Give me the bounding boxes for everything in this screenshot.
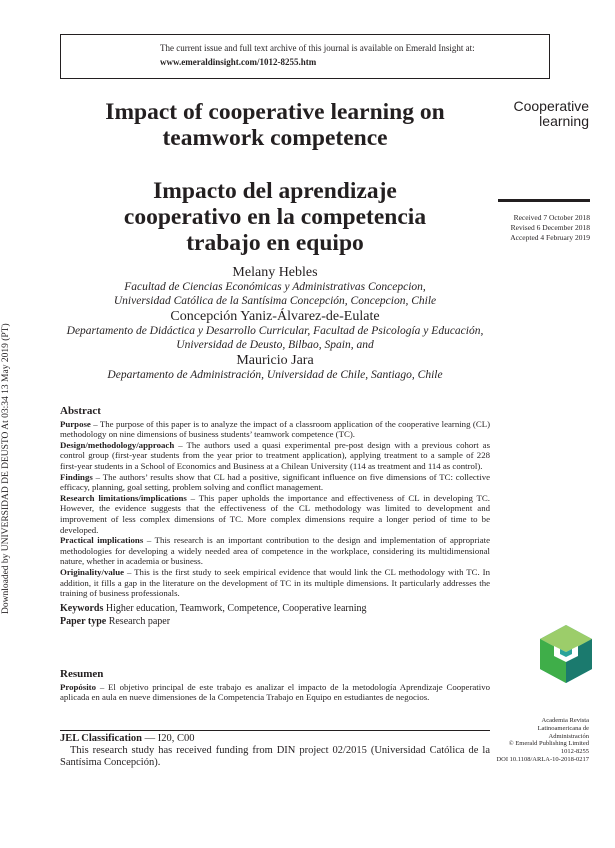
title-spanish [60,178,490,256]
abstract-paragraph [60,440,490,472]
keywords-label: Keywords [60,602,104,614]
notice-text: The current issue and full text archive of this journal is available on Emerald Insight at: [160,43,475,53]
download-watermark [0,323,13,614]
abstract-paragraph [60,493,490,535]
keywords-text: Higher education, Teamwork, Competence, Cooperative learning [103,602,367,614]
title-en-line-1: Impact of cooperative learning on [105,99,445,125]
author-affiliation: Departamento de Didáctica y Desarrollo Curricular, Facultad de Psicología y Educación, [66,325,484,337]
abstract-heading: Abstract [60,405,101,417]
author-name: Melany Hebles [232,265,318,280]
paper-type-text: Research paper [106,615,171,627]
publisher-line: 1012-8255 [560,748,589,756]
title-es-line-3: trabajo en equipo [186,230,364,256]
author-block [60,264,490,383]
running-head [489,99,589,129]
paper-type-label: Paper type [60,615,107,627]
title-es-line-1: Impacto del aprendizaje [153,178,397,204]
title-en-line-2: teamwork competence [162,125,388,151]
abstract-paragraph [60,567,490,599]
author-affiliation: Departamento de Administración, Universidad de Chile, Santiago, Chile [107,369,443,381]
abstract-section [60,406,490,628]
abstract-paragraph [60,419,490,440]
download-watermark-text: Downloaded by UNIVERSIDAD DE DEUSTO At 03:34 13 May 2019 (PT) [1,323,11,614]
abstract-paragraph [60,472,490,493]
abstract-paragraph [60,535,490,567]
jel-codes: — I20, C00 [141,733,195,744]
article-history [510,213,590,243]
paper-type-line [60,615,490,628]
publisher-line: Academia Revista [541,717,589,724]
notice-url-link[interactable]: www.emeraldinsight.com/1012-8255.htm [160,57,317,67]
publisher-line: Latinoamericana de [537,724,589,732]
publisher-info [489,717,589,764]
received-date: Received 7 October 2018 [513,213,590,222]
running-head-line-1: Cooperative [513,98,589,114]
abstract-text: – The authors’ results show that CL had a positive, significant influence on five dimensions of TC: collective efficacy, planning, goal setting, problem solving and conflict management. [60,471,490,493]
jel-line [60,733,490,745]
abstract-label: Research limitations/implications [60,492,187,503]
running-head-line-2: learning [539,113,589,129]
jel-label: JEL Classification [60,733,142,744]
journal-access-notice [60,34,550,79]
jel-section [60,733,490,769]
abstract-text: – The authors used a quasi experimental pre-post design with a previous cohort as control group (first-year students from the year prior to treatment application), applying treatment to a sample of 228 first-year students in a School of Economics and Business at a Chilean University (114 as treatment and 114 as control). [60,439,490,471]
author-affiliation: Universidad de Deusto, Bilbao, Spain, and [176,338,374,351]
abstract-text: – This is the first study to seek empirical evidence that would link the CL methodology with TC. In addition, it fills a gap in the literature on the development of TC in its multiple dimensions. It particularly addresses the training of business professionals. [60,566,490,599]
title-english [60,99,490,151]
resumen-label: Propósito [60,681,97,692]
author-name: Mauricio Jara [236,353,314,368]
abstract-text: – The purpose of this paper is to analyze the impact of a classroom application of the cooperative learning (CL) methodology on nine dimensions of business students’ teamwork competence (TC). [60,418,490,440]
abstract-label: Findings [60,471,93,482]
publisher-line: Administración [548,732,589,740]
author-name: Concepción Yaniz-Álvarez-de-Eulate [170,309,380,324]
abstract-label: Purpose [60,418,91,429]
resumen-paragraph [60,682,490,703]
abstract-text: – This paper upholds the importance and effectiveness of CL in developing TC. However, the evidence suggests that the effectiveness of the CL methodology was limited to development and improvement of less complex dimensions of TC. More complex dimensions require a longer period of time to be developed. [60,492,490,535]
resumen-section [60,669,490,703]
jel-divider [60,730,490,731]
side-divider [498,199,590,202]
publisher-line: © Emerald Publishing Limited [508,740,589,748]
resumen-text: – El objetivo principal de este trabajo es analizar el impacto de la metodología Aprendizaje Cooperativo aplicada en aula en nueve dimensiones de la Competencia Trabajo en Equipo en estudiantes de negocios. [60,681,490,703]
resumen-heading: Resumen [60,668,104,680]
keywords-line [60,602,490,615]
publisher-doi: DOI 10.1108/ARLA-10-2018-0217 [496,755,589,763]
author-affiliation: Universidad Católica de la Santísima Concepción, Concepcion, Chile [113,294,437,307]
abstract-label: Design/methodology/approach [60,439,175,450]
abstract-label: Practical implications [60,535,144,546]
title-es-line-2: cooperativo en la competencia [123,204,427,230]
publisher-logo-icon [540,625,592,683]
funding-note: This research study has received funding from DIN project 02/2015 (Universidad Católica de la Santísima Concepción). [60,745,490,768]
revised-date: Revised 6 December 2018 [510,223,590,232]
abstract-text: – This research is an important contribution to the design and implementation of appropriate methodologies for developing a widely needed area of competence in the workplace, considering its multidimensional nature, whether in academia or business. [60,535,491,567]
abstract-label: Originality/value [60,566,125,577]
author-affiliation: Facultad de Ciencias Económicas y Administrativas Concepcion, [124,281,426,293]
accepted-date: Accepted 4 February 2019 [510,233,590,242]
